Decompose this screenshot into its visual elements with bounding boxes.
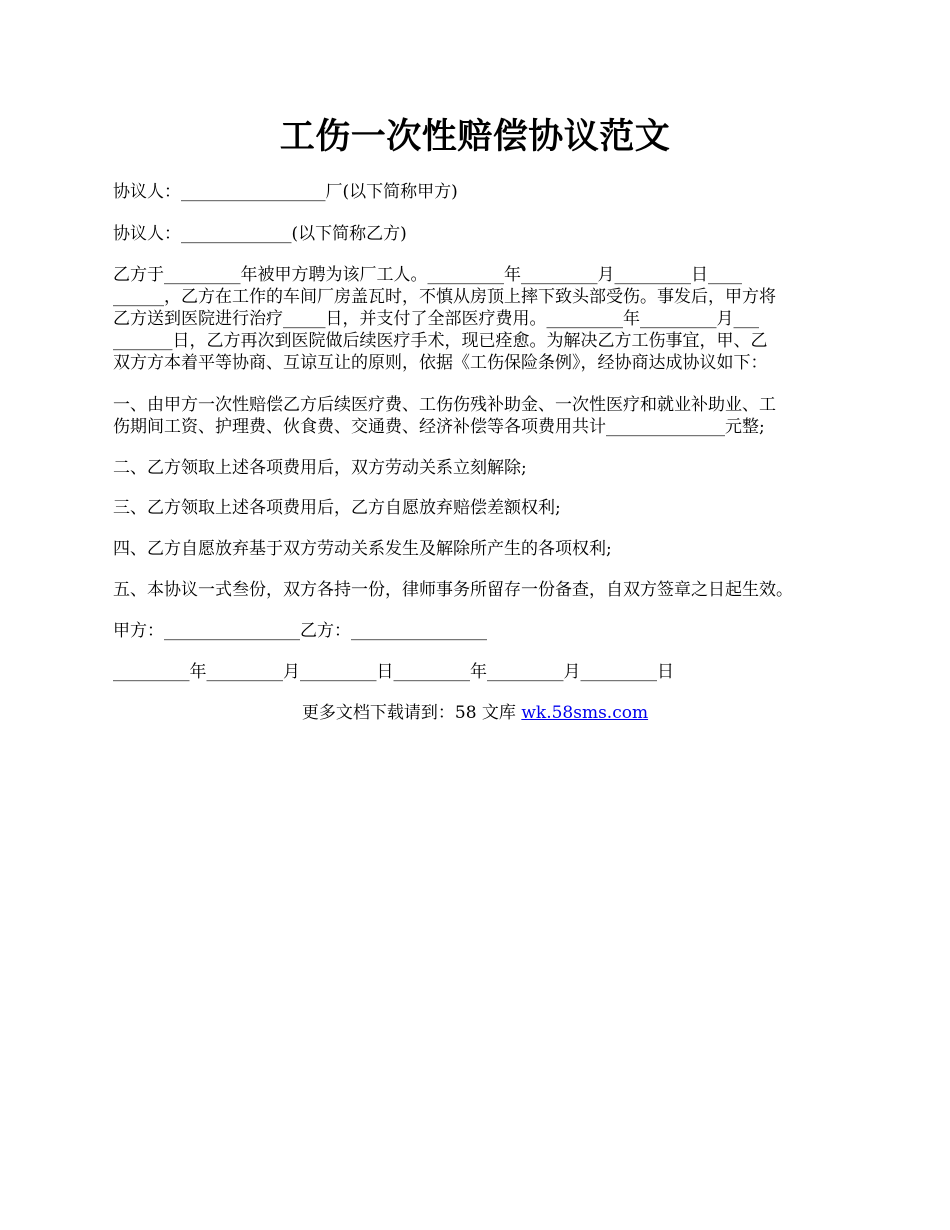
footer-link[interactable]: wk.58sms.com — [521, 703, 649, 723]
footer-prefix: 更多文档下载请到：58 文库 — [301, 703, 522, 723]
background-paragraph — [113, 264, 840, 374]
clause-1-row: 一、由甲方一次性赔偿乙方后续医疗费、工伤伤残补助金、一次性医疗和就业补助业、工 — [113, 395, 776, 415]
signature-line: 甲方：________________乙方：________________ — [113, 621, 487, 641]
background-row: 乙方送到医院进行治疗_____日，并支付了全部医疗费用。_________年_________月___ — [113, 309, 759, 329]
background-row: 乙方于_________年被甲方聘为该厂工人。_________年_________月_________日____ — [113, 265, 742, 285]
clause-3: 三、乙方领取上述各项费用后，乙方自愿放弃赔偿差额权利; — [113, 498, 561, 518]
party-a-line: 协议人：_________________厂(以下简称甲方) — [113, 182, 458, 202]
footer — [0, 702, 950, 725]
clause-5: 五、本协议一式叁份，双方各持一份，律师事务所留存一份备查，自双方签章之日起生效。 — [113, 580, 793, 600]
clause-4: 四、乙方自愿放弃基于双方劳动关系发生及解除所产生的各项权利; — [113, 539, 612, 559]
clause-1-row: 伤期间工资、护理费、伙食费、交通费、经济补偿等各项费用共计______________元整; — [113, 417, 765, 437]
background-row: 双方方本着平等协商、互谅互让的原则，依据《工伤保险条例》，经协商达成协议如下： — [113, 353, 768, 373]
document-title: 工伤一次性赔偿协议范文 — [279, 116, 671, 157]
background-row: ______，乙方在工作的车间厂房盖瓦时，不慎从房顶上摔下致头部受伤。事发后，甲方将 — [113, 287, 776, 307]
clause-1-paragraph — [113, 394, 840, 438]
background-row: _______日，乙方再次到医院做后续医疗手术，现已痊愈。为解决乙方工伤事宜，甲、乙 — [113, 331, 768, 351]
clause-2: 二、乙方领取上述各项费用后，双方劳动关系立刻解除; — [113, 458, 527, 478]
party-b-line: 协议人：_____________(以下简称乙方) — [113, 224, 407, 244]
date-line: _________年_________月_________日_________年_________月_________日 — [113, 662, 674, 682]
